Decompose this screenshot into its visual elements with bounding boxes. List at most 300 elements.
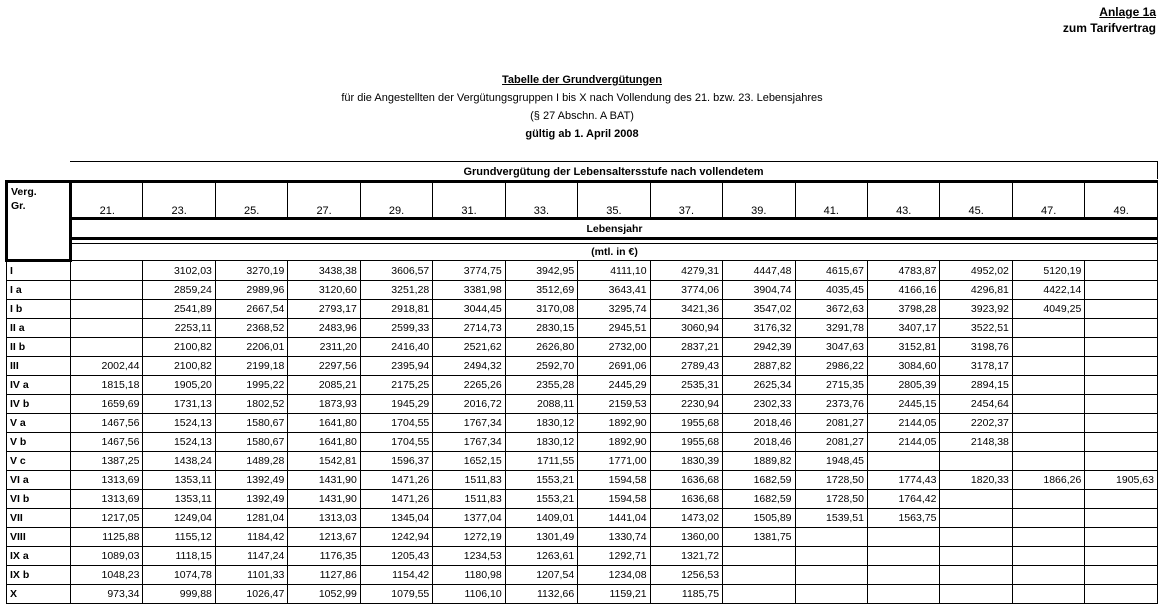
- value-cell: 1052,99: [288, 585, 360, 604]
- table-row: [7, 433, 1158, 452]
- value-cell: 1905,63: [1085, 471, 1158, 490]
- value-cell: 1563,75: [867, 509, 939, 528]
- value-cell: 1353,11: [143, 490, 215, 509]
- group-cell: VI a: [7, 471, 71, 490]
- value-cell: [1085, 319, 1158, 338]
- value-cell: 2918,81: [360, 300, 432, 319]
- value-cell: [1012, 566, 1084, 585]
- value-cell: 2445,15: [867, 395, 939, 414]
- value-cell: 2626,80: [505, 338, 577, 357]
- unit-label: (mtl. in €): [71, 244, 1158, 261]
- value-cell: 1948,45: [795, 452, 867, 471]
- table-row: [7, 281, 1158, 300]
- value-cell: [1012, 319, 1084, 338]
- value-cell: 3643,41: [578, 281, 650, 300]
- value-cell: 4783,87: [867, 261, 939, 281]
- value-cell: 4035,45: [795, 281, 867, 300]
- value-cell: [940, 547, 1012, 566]
- group-cell: II b: [7, 338, 71, 357]
- value-cell: 1764,42: [867, 490, 939, 509]
- value-cell: 1147,24: [215, 547, 287, 566]
- value-cell: 2100,82: [143, 357, 215, 376]
- value-cell: 1704,55: [360, 433, 432, 452]
- unit-row: [7, 244, 1158, 261]
- value-cell: 1330,74: [578, 528, 650, 547]
- value-cell: 3198,76: [940, 338, 1012, 357]
- value-cell: [1085, 395, 1158, 414]
- value-cell: [1012, 509, 1084, 528]
- value-cell: [1012, 395, 1084, 414]
- age-header-45: 45.: [940, 182, 1012, 219]
- group-cell: II a: [7, 319, 71, 338]
- age-header-33: 33.: [505, 182, 577, 219]
- value-cell: 1830,12: [505, 433, 577, 452]
- value-cell: 4952,02: [940, 261, 1012, 281]
- group-cell: I: [7, 261, 71, 281]
- value-cell: 3178,17: [940, 357, 1012, 376]
- value-cell: 2793,17: [288, 300, 360, 319]
- value-cell: 1301,49: [505, 528, 577, 547]
- value-cell: 3522,51: [940, 319, 1012, 338]
- value-cell: 2199,18: [215, 357, 287, 376]
- value-cell: 2088,11: [505, 395, 577, 414]
- value-cell: 3606,57: [360, 261, 432, 281]
- group-cell: VIII: [7, 528, 71, 547]
- value-cell: 1892,90: [578, 414, 650, 433]
- value-cell: 2521,62: [433, 338, 505, 357]
- value-cell: 2625,34: [723, 376, 795, 395]
- value-cell: 3421,36: [650, 300, 722, 319]
- value-cell: 1771,00: [578, 452, 650, 471]
- value-cell: 2175,25: [360, 376, 432, 395]
- value-cell: 1489,28: [215, 452, 287, 471]
- value-cell: 2148,38: [940, 433, 1012, 452]
- value-cell: 2830,15: [505, 319, 577, 338]
- value-cell: 4422,14: [1012, 281, 1084, 300]
- value-cell: 1154,42: [360, 566, 432, 585]
- value-cell: [940, 585, 1012, 604]
- age-header-21: 21.: [71, 182, 143, 219]
- group-cell: IX a: [7, 547, 71, 566]
- value-cell: 1580,67: [215, 433, 287, 452]
- value-cell: [867, 452, 939, 471]
- value-cell: 1313,69: [71, 471, 143, 490]
- table-banner: Grundvergütung der Lebensaltersstufe nach vollendetem: [70, 161, 1158, 179]
- group-header-line-1: Verg.: [11, 186, 37, 198]
- value-cell: 2018,46: [723, 414, 795, 433]
- value-cell: 4447,48: [723, 261, 795, 281]
- value-cell: 4166,16: [867, 281, 939, 300]
- value-cell: 1659,69: [71, 395, 143, 414]
- value-cell: 2202,37: [940, 414, 1012, 433]
- value-cell: 1767,34: [433, 433, 505, 452]
- value-cell: [940, 452, 1012, 471]
- value-cell: 1731,13: [143, 395, 215, 414]
- value-cell: 3270,19: [215, 261, 287, 281]
- value-cell: 1594,58: [578, 471, 650, 490]
- value-cell: 2535,31: [650, 376, 722, 395]
- value-cell: [723, 566, 795, 585]
- value-cell: [867, 566, 939, 585]
- value-cell: 1830,39: [650, 452, 722, 471]
- value-cell: [1085, 452, 1158, 471]
- value-cell: 1353,11: [143, 471, 215, 490]
- table-row: [7, 528, 1158, 547]
- value-cell: [1012, 414, 1084, 433]
- value-cell: 1392,49: [215, 471, 287, 490]
- document-title-block: [0, 71, 1164, 143]
- group-cell: I a: [7, 281, 71, 300]
- value-cell: 3923,92: [940, 300, 1012, 319]
- value-cell: [1012, 547, 1084, 566]
- value-cell: 2081,27: [795, 414, 867, 433]
- value-cell: [1085, 261, 1158, 281]
- group-cell: V c: [7, 452, 71, 471]
- value-cell: 2715,35: [795, 376, 867, 395]
- value-cell: 1553,21: [505, 471, 577, 490]
- value-cell: 1185,75: [650, 585, 722, 604]
- value-cell: 1441,04: [578, 509, 650, 528]
- value-cell: [1085, 338, 1158, 357]
- value-cell: 1089,03: [71, 547, 143, 566]
- value-cell: 2989,96: [215, 281, 287, 300]
- value-cell: 2805,39: [867, 376, 939, 395]
- value-cell: 1467,56: [71, 414, 143, 433]
- value-cell: 3291,78: [795, 319, 867, 338]
- table-row: [7, 547, 1158, 566]
- value-cell: 2859,24: [143, 281, 215, 300]
- table-row: [7, 471, 1158, 490]
- value-cell: 2541,89: [143, 300, 215, 319]
- value-cell: 3060,94: [650, 319, 722, 338]
- lebensjahr-row: [7, 219, 1158, 239]
- value-cell: 1802,52: [215, 395, 287, 414]
- value-cell: 2159,53: [578, 395, 650, 414]
- value-cell: [795, 566, 867, 585]
- value-cell: 1505,89: [723, 509, 795, 528]
- value-cell: 1281,04: [215, 509, 287, 528]
- group-cell: X: [7, 585, 71, 604]
- value-cell: [1012, 452, 1084, 471]
- value-cell: 1125,88: [71, 528, 143, 547]
- age-header-27: 27.: [288, 182, 360, 219]
- value-cell: [1012, 357, 1084, 376]
- group-cell: V b: [7, 433, 71, 452]
- group-header-cell: [7, 182, 71, 261]
- group-cell: IX b: [7, 566, 71, 585]
- value-cell: 2887,82: [723, 357, 795, 376]
- age-header-43: 43.: [867, 182, 939, 219]
- document-title: Tabelle der Grundvergütungen: [502, 74, 662, 86]
- value-cell: [1085, 433, 1158, 452]
- value-cell: [1085, 357, 1158, 376]
- value-cell: [940, 490, 1012, 509]
- value-cell: [1085, 300, 1158, 319]
- value-cell: 1074,78: [143, 566, 215, 585]
- value-cell: 3547,02: [723, 300, 795, 319]
- value-cell: 1106,10: [433, 585, 505, 604]
- value-cell: 3798,28: [867, 300, 939, 319]
- value-cell: 2691,06: [578, 357, 650, 376]
- value-cell: [71, 319, 143, 338]
- value-cell: 1905,20: [143, 376, 215, 395]
- value-cell: 4279,31: [650, 261, 722, 281]
- value-cell: [1012, 376, 1084, 395]
- value-cell: [1085, 509, 1158, 528]
- value-cell: 2206,01: [215, 338, 287, 357]
- value-cell: [867, 585, 939, 604]
- value-cell: 1995,22: [215, 376, 287, 395]
- value-cell: 3381,98: [433, 281, 505, 300]
- value-cell: 4111,10: [578, 261, 650, 281]
- value-cell: 1079,55: [360, 585, 432, 604]
- age-header-25: 25.: [215, 182, 287, 219]
- value-cell: 2018,46: [723, 433, 795, 452]
- value-cell: 3295,74: [578, 300, 650, 319]
- value-cell: 1594,58: [578, 490, 650, 509]
- value-cell: 1511,83: [433, 490, 505, 509]
- value-cell: 2445,29: [578, 376, 650, 395]
- value-cell: 3774,75: [433, 261, 505, 281]
- value-cell: [1012, 490, 1084, 509]
- value-cell: 2416,40: [360, 338, 432, 357]
- table-row: [7, 452, 1158, 471]
- value-cell: 1704,55: [360, 414, 432, 433]
- value-cell: 1889,82: [723, 452, 795, 471]
- value-cell: 1118,15: [143, 547, 215, 566]
- value-cell: 3170,08: [505, 300, 577, 319]
- value-cell: 1511,83: [433, 471, 505, 490]
- value-cell: 1292,71: [578, 547, 650, 566]
- value-cell: 2945,51: [578, 319, 650, 338]
- value-cell: [1085, 490, 1158, 509]
- value-cell: 2081,27: [795, 433, 867, 452]
- value-cell: 1524,13: [143, 414, 215, 433]
- value-cell: 4296,81: [940, 281, 1012, 300]
- value-cell: 1431,90: [288, 471, 360, 490]
- value-cell: 1313,69: [71, 490, 143, 509]
- value-cell: 1387,25: [71, 452, 143, 471]
- value-cell: 2732,00: [578, 338, 650, 357]
- value-cell: 1207,54: [505, 566, 577, 585]
- group-cell: IV a: [7, 376, 71, 395]
- value-cell: 1682,59: [723, 490, 795, 509]
- value-cell: 2714,73: [433, 319, 505, 338]
- value-cell: 1682,59: [723, 471, 795, 490]
- value-cell: [1012, 433, 1084, 452]
- value-cell: [1085, 281, 1158, 300]
- value-cell: 1159,21: [578, 585, 650, 604]
- value-cell: 1256,53: [650, 566, 722, 585]
- document-subtitle: für die Angestellten der Vergütungsgruppen I bis X nach Vollendung des 21. bzw. 23. Lebensjahres: [341, 92, 823, 104]
- validity-date: gültig ab 1. April 2008: [525, 128, 639, 140]
- value-cell: 1728,50: [795, 471, 867, 490]
- age-header-row: [7, 182, 1158, 219]
- attachment-label: [1063, 4, 1156, 36]
- value-cell: 1381,75: [723, 528, 795, 547]
- age-header-47: 47.: [1012, 182, 1084, 219]
- value-cell: 1652,15: [433, 452, 505, 471]
- value-cell: 4049,25: [1012, 300, 1084, 319]
- value-cell: 3047,63: [795, 338, 867, 357]
- value-cell: 1213,67: [288, 528, 360, 547]
- value-cell: [940, 509, 1012, 528]
- value-cell: 2302,33: [723, 395, 795, 414]
- value-cell: [867, 547, 939, 566]
- group-cell: VII: [7, 509, 71, 528]
- value-cell: 1892,90: [578, 433, 650, 452]
- value-cell: [795, 528, 867, 547]
- value-cell: [71, 300, 143, 319]
- value-cell: 3904,74: [723, 281, 795, 300]
- value-cell: [1085, 414, 1158, 433]
- table-row: [7, 509, 1158, 528]
- value-cell: 2002,44: [71, 357, 143, 376]
- value-cell: 1830,12: [505, 414, 577, 433]
- group-cell: V a: [7, 414, 71, 433]
- value-cell: 2100,82: [143, 338, 215, 357]
- age-header-31: 31.: [433, 182, 505, 219]
- value-cell: 1242,94: [360, 528, 432, 547]
- table-row: [7, 319, 1158, 338]
- value-cell: 2454,64: [940, 395, 1012, 414]
- age-header-37: 37.: [650, 182, 722, 219]
- value-cell: 1234,08: [578, 566, 650, 585]
- value-cell: 3044,45: [433, 300, 505, 319]
- value-cell: 1431,90: [288, 490, 360, 509]
- value-cell: 2789,43: [650, 357, 722, 376]
- age-header-39: 39.: [723, 182, 795, 219]
- value-cell: 2483,96: [288, 319, 360, 338]
- group-header-line-2: Gr.: [11, 200, 26, 212]
- value-cell: 1955,68: [650, 414, 722, 433]
- value-cell: 2395,94: [360, 357, 432, 376]
- value-cell: 1155,12: [143, 528, 215, 547]
- value-cell: 1815,18: [71, 376, 143, 395]
- value-cell: 1471,26: [360, 490, 432, 509]
- value-cell: 2592,70: [505, 357, 577, 376]
- group-cell: IV b: [7, 395, 71, 414]
- value-cell: 3152,81: [867, 338, 939, 357]
- value-cell: [1085, 547, 1158, 566]
- value-cell: 1360,00: [650, 528, 722, 547]
- group-cell: III: [7, 357, 71, 376]
- table-row: [7, 490, 1158, 509]
- lebensjahr-label: Lebensjahr: [71, 219, 1158, 239]
- value-cell: [723, 547, 795, 566]
- value-cell: 1580,67: [215, 414, 287, 433]
- value-cell: 4615,67: [795, 261, 867, 281]
- value-cell: [795, 585, 867, 604]
- value-cell: 2494,32: [433, 357, 505, 376]
- value-cell: 1636,68: [650, 490, 722, 509]
- value-cell: 3774,06: [650, 281, 722, 300]
- value-cell: 1409,01: [505, 509, 577, 528]
- value-cell: 1184,42: [215, 528, 287, 547]
- value-cell: 3407,17: [867, 319, 939, 338]
- value-cell: 1641,80: [288, 414, 360, 433]
- value-cell: 3176,32: [723, 319, 795, 338]
- value-cell: 1377,04: [433, 509, 505, 528]
- value-cell: 1945,29: [360, 395, 432, 414]
- value-cell: 1767,34: [433, 414, 505, 433]
- value-cell: 1101,33: [215, 566, 287, 585]
- value-cell: 1542,81: [288, 452, 360, 471]
- value-cell: 2144,05: [867, 433, 939, 452]
- value-cell: 1636,68: [650, 471, 722, 490]
- value-cell: 1467,56: [71, 433, 143, 452]
- age-header-23: 23.: [143, 182, 215, 219]
- value-cell: [1012, 585, 1084, 604]
- value-cell: 1127,86: [288, 566, 360, 585]
- value-cell: 2894,15: [940, 376, 1012, 395]
- group-cell: VI b: [7, 490, 71, 509]
- value-cell: [1085, 585, 1158, 604]
- table-row: [7, 376, 1158, 395]
- value-cell: 1249,04: [143, 509, 215, 528]
- group-cell: I b: [7, 300, 71, 319]
- value-cell: [1012, 338, 1084, 357]
- value-cell: 2355,28: [505, 376, 577, 395]
- value-cell: 1180,98: [433, 566, 505, 585]
- value-cell: 1728,50: [795, 490, 867, 509]
- value-cell: 2599,33: [360, 319, 432, 338]
- value-cell: 5120,19: [1012, 261, 1084, 281]
- value-cell: 1641,80: [288, 433, 360, 452]
- value-cell: [1085, 376, 1158, 395]
- value-cell: [795, 547, 867, 566]
- value-cell: [867, 528, 939, 547]
- value-cell: 1955,68: [650, 433, 722, 452]
- value-cell: [71, 261, 143, 281]
- attachment-line-1: Anlage 1a: [1099, 5, 1156, 19]
- value-cell: 1205,43: [360, 547, 432, 566]
- value-cell: 2253,11: [143, 319, 215, 338]
- table-row: [7, 261, 1158, 281]
- value-cell: 1392,49: [215, 490, 287, 509]
- table-row: [7, 300, 1158, 319]
- value-cell: 1711,55: [505, 452, 577, 471]
- value-cell: 2230,94: [650, 395, 722, 414]
- value-cell: 1438,24: [143, 452, 215, 471]
- value-cell: 2837,21: [650, 338, 722, 357]
- value-cell: 3102,03: [143, 261, 215, 281]
- value-cell: 2986,22: [795, 357, 867, 376]
- value-cell: 1217,05: [71, 509, 143, 528]
- value-cell: 1524,13: [143, 433, 215, 452]
- legal-reference: (§ 27 Abschn. A BAT): [530, 110, 634, 122]
- age-header-49: 49.: [1085, 182, 1158, 219]
- value-cell: 2144,05: [867, 414, 939, 433]
- value-cell: 1263,61: [505, 547, 577, 566]
- value-cell: 1596,37: [360, 452, 432, 471]
- value-cell: 1176,35: [288, 547, 360, 566]
- table-row: [7, 338, 1158, 357]
- age-header-29: 29.: [360, 182, 432, 219]
- value-cell: 1026,47: [215, 585, 287, 604]
- table-row: [7, 414, 1158, 433]
- value-cell: 1272,19: [433, 528, 505, 547]
- value-cell: 1774,43: [867, 471, 939, 490]
- value-cell: 999,88: [143, 585, 215, 604]
- age-header-41: 41.: [795, 182, 867, 219]
- value-cell: [1085, 528, 1158, 547]
- value-cell: 2016,72: [433, 395, 505, 414]
- table-row: [7, 566, 1158, 585]
- salary-table: [5, 180, 1158, 604]
- value-cell: 2085,21: [288, 376, 360, 395]
- attachment-line-2: zum Tarifvertrag: [1062, 21, 1156, 35]
